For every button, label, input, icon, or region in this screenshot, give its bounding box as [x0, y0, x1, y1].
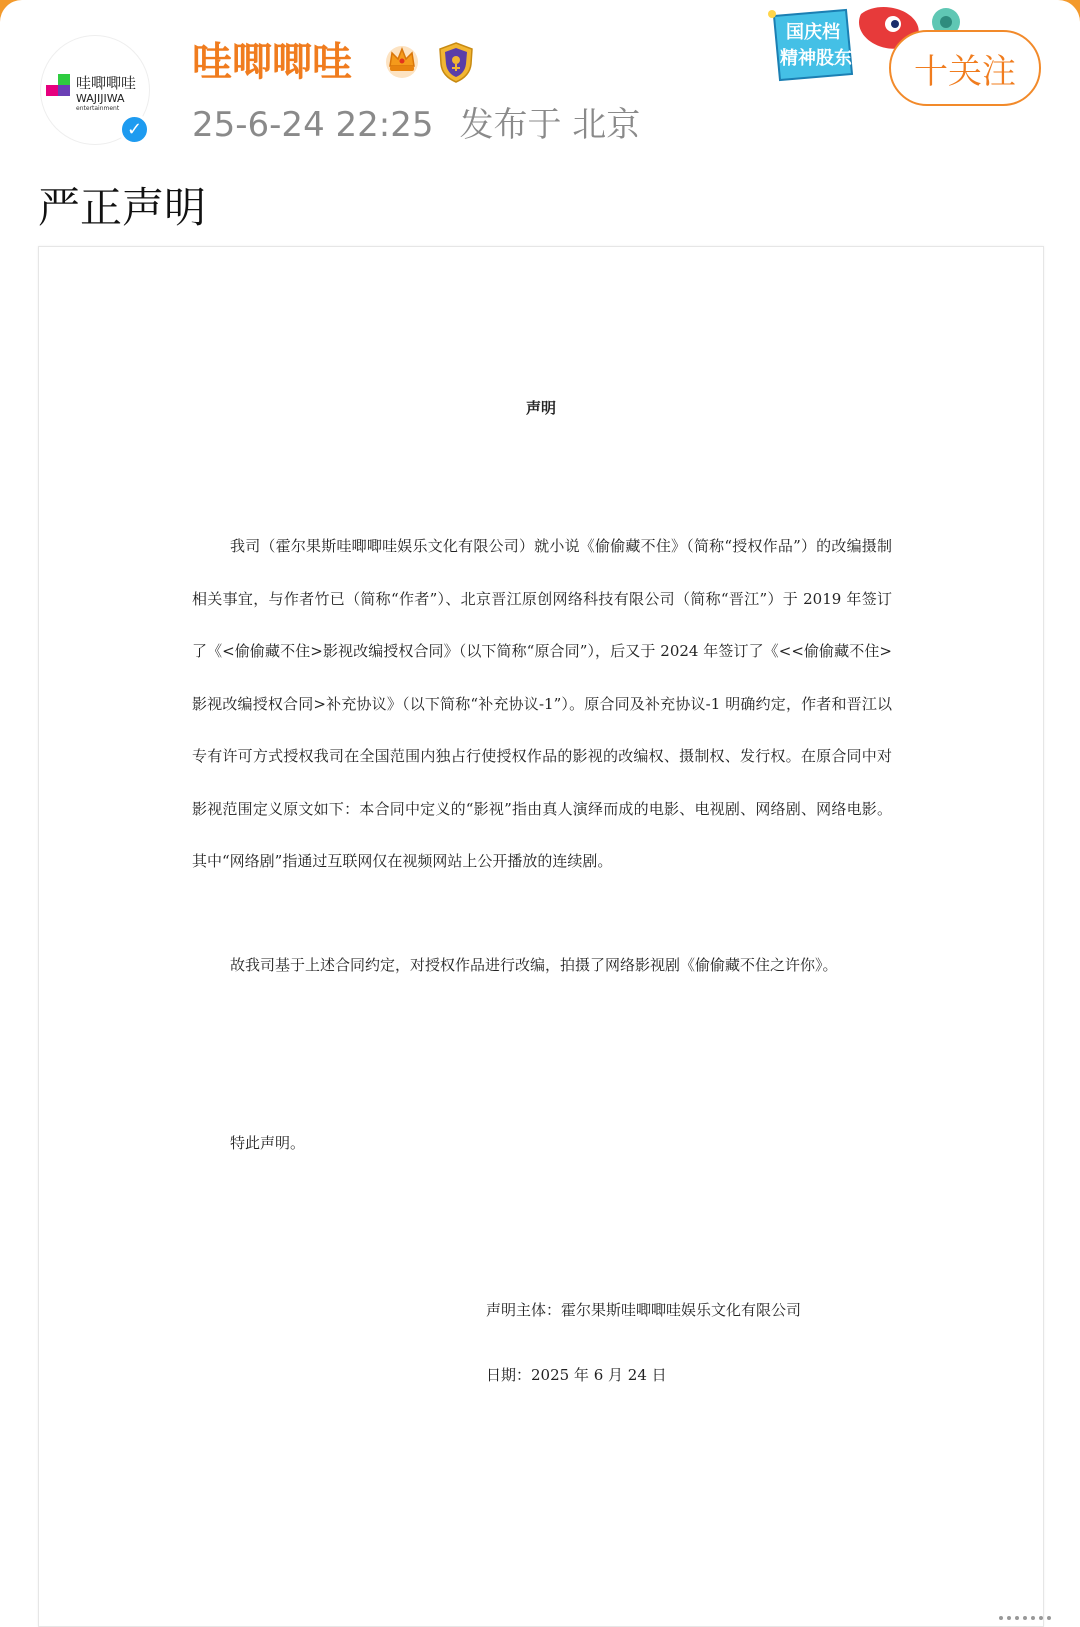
post-timestamp: 25-6-24 22:25: [192, 105, 434, 145]
more-dots-icon: [997, 1612, 1057, 1624]
document-signatory: 声明主体：霍尔果斯哇唧唧哇娱乐文化有限公司: [486, 1301, 802, 1319]
document-date: 日期：2025 年 6 月 24 日: [486, 1366, 667, 1384]
document-closing: 特此声明。: [230, 1134, 306, 1152]
document-paragraph-2: 故我司基于上述合同约定，对授权作品进行改编，拍摄了网络影视剧《偷偷藏不住之许你》。: [230, 956, 838, 974]
username[interactable]: 哇唧唧哇: [192, 39, 352, 85]
promo-text-2: 精神股东: [780, 48, 852, 69]
logo-purple-square: [58, 85, 70, 96]
post-location: 发布于 北京: [459, 105, 641, 145]
logo-magenta-square: [46, 85, 58, 96]
document-title: 声明: [525, 399, 556, 417]
follow-button[interactable]: 十关注: [889, 30, 1041, 106]
crown-badge-icon[interactable]: [382, 40, 422, 80]
promo-text-1: 国庆档: [786, 22, 840, 43]
statement-document-image[interactable]: [38, 246, 1044, 1627]
logo-subtext-small: entertainment: [76, 105, 120, 112]
document-paragraph-1: 我司（霍尔果斯哇唧唧哇娱乐文化有限公司）就小说《偷偷藏不住》（简称“授权作品”）的改编摄制相关事宜，与作者竹已（简称“作者”）、北京晋江原创网络科技有限公司（简称“晋江”）于 2019 年签订了《<偷偷藏不住>影视改编授权合同》（以下简称“原合同”），后又于 2024 年签订了《<<偷偷藏不住>影视改编授权合同>补充协议》（以下简称“补充协议-1”）。原合同及补充协议-1 明确约定，作者和晋江以专有许可方式授权我司在全国范围内独占行使授权作品的影视的改编权、摄制权、发行权。在原合同中对影视范围定义原文如下：本合同中定义的“影视”指由真人演绎而成的电影、电视剧、网络剧、网络电影。其中“网络剧”指通过互联网仅在视频网站上公开播放的连续剧。: [192, 537, 892, 870]
post-title: 严正声明: [38, 183, 207, 232]
logo-subtext: WAJIJIWA: [76, 92, 125, 105]
logo-text: 哇唧唧哇: [76, 74, 137, 92]
verified-badge-icon: ✓: [119, 114, 150, 145]
logo-green-square: [58, 74, 70, 85]
post-meta: [192, 104, 666, 146]
shield-badge-icon[interactable]: [436, 40, 476, 84]
